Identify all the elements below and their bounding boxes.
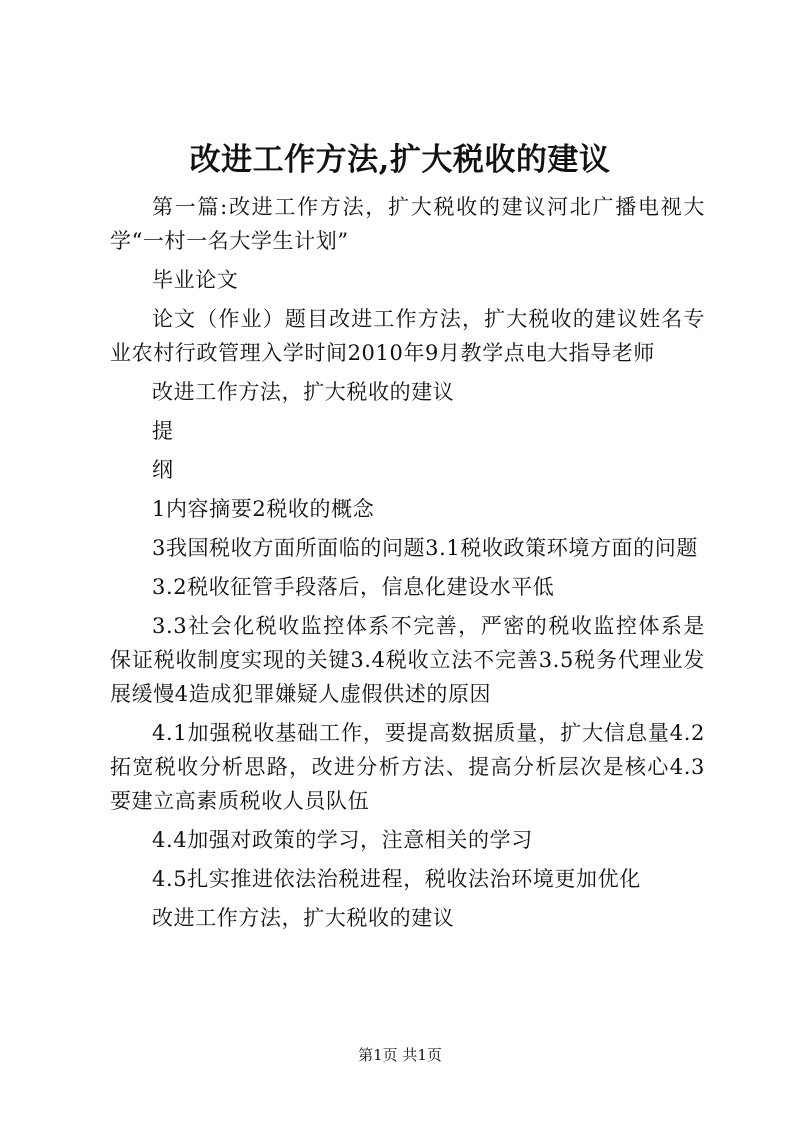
paragraph: 论文（作业）题目改进工作方法，扩大税收的建议姓名专业农村行政管理入学时间2010年9月教学点电大指导老师 (110, 307, 705, 365)
page-footer: 第1页 共1页 (358, 1046, 442, 1064)
paragraph: 3.2税收征管手段落后，信息化建设水平低 (152, 575, 555, 599)
paragraph: 1内容摘要2税收的概念 (152, 497, 375, 521)
paragraph: 3.3社会化税收监控体系不完善，严密的税收监控体系是保证税收制度实现的关键3.4税收立法不完善3.5税务代理业发展缓慢4造成犯罪嫌疑人虚假供述的原因 (110, 614, 705, 706)
paragraph: 4.4加强对政策的学习，注意相关的学习 (152, 828, 533, 852)
paragraph: 提 (152, 419, 174, 443)
paragraph: 3我国税收方面所面临的问题3.1税收政策环境方面的问题 (152, 536, 698, 560)
paragraph: 4.1加强税收基础工作，要提高数据质量，扩大信息量4.2拓宽税收分析思路，改进分析方法、提高分析层次是核心4.3要建立高素质税收人员队伍 (110, 721, 705, 813)
paragraph: 毕业论文 (152, 268, 239, 292)
document-title: 改进工作方法,扩大税收的建议 (189, 142, 611, 178)
document-body (110, 190, 705, 940)
paragraph: 4.5扎实推进依法治税进程，税收法治环境更加优化 (152, 867, 641, 891)
paragraph: 第一篇:改进工作方法，扩大税收的建议河北广播电视大学“一村一名大学生计划” (110, 195, 705, 253)
paragraph: 改进工作方法，扩大税收的建议 (152, 380, 455, 404)
paragraph: 纲 (152, 458, 174, 482)
paragraph: 改进工作方法，扩大税收的建议 (152, 906, 455, 930)
